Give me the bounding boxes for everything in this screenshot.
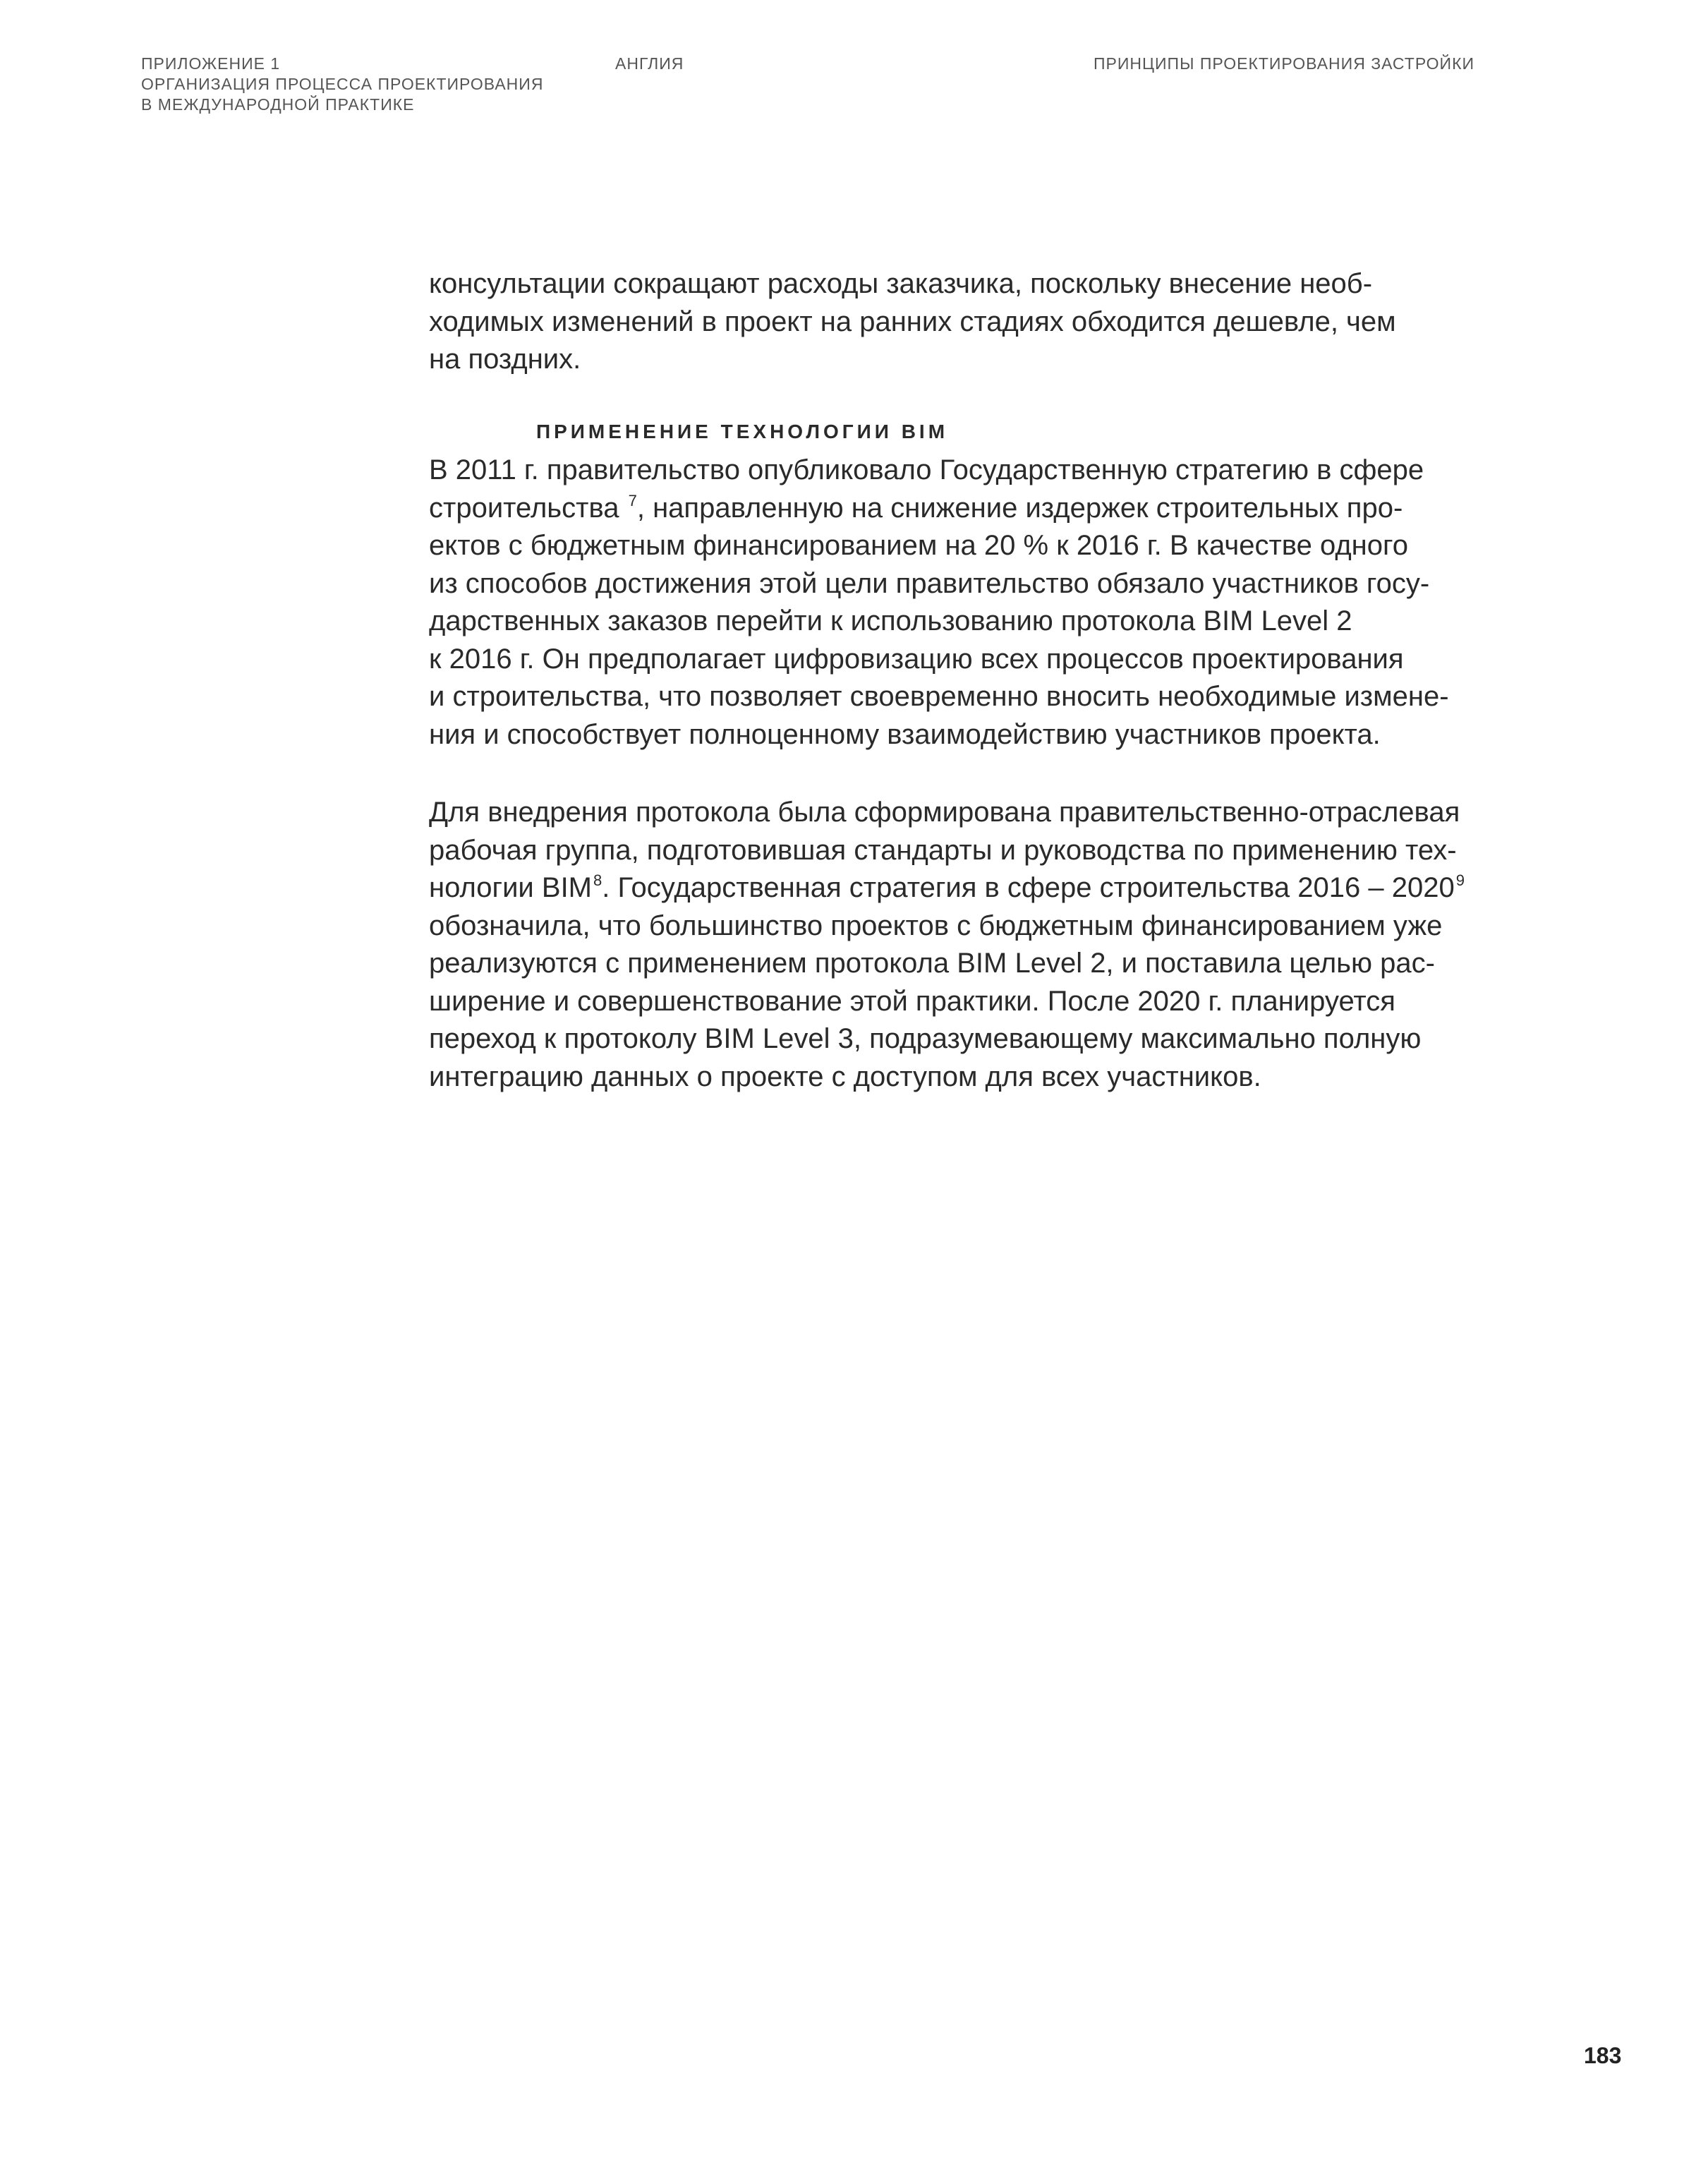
- footnote-ref-9[interactable]: 9: [1455, 871, 1465, 889]
- bim-paragraph-2: [429, 794, 1544, 1096]
- text-line: из способов достижения этой цели правительство обязало участников госу-: [429, 567, 1430, 599]
- text-line: консультации сокращают расходы заказчика, поскольку внесение необ-: [429, 268, 1373, 299]
- text-fragment: строительства: [429, 492, 627, 524]
- running-head-chapter-line: ПРИЛОЖЕНИЕ 1: [141, 54, 281, 73]
- page-number: 183: [1584, 2043, 1622, 2068]
- text-line: на поздних.: [429, 344, 581, 375]
- text-line: реализуются с применением протокола BIM Level 2, и поставила целью рас-: [429, 948, 1435, 979]
- section-heading: ПРИМЕНЕНИЕ ТЕХНОЛОГИИ BIM: [536, 421, 949, 442]
- text-line: ния и способствует полноценному взаимодействию участников проекта.: [429, 718, 1381, 750]
- running-head-chapter-line: ОРГАНИЗАЦИЯ ПРОЦЕССА ПРОЕКТИРОВАНИЯ: [141, 75, 544, 93]
- text-line: ходимых изменений в проект на ранних стадиях обходится дешевле, чем: [429, 306, 1396, 337]
- intro-paragraph: [429, 265, 1544, 379]
- text-line: В 2011 г. правительство опубликовало Государственную стратегию в сфере: [429, 454, 1424, 485]
- text-fragment: . Государственная стратегия в сфере строительства 2016 – 2020: [602, 872, 1455, 903]
- text-line: дарственных заказов перейти к использованию протокола BIM Level 2: [429, 605, 1352, 636]
- running-head-chapter: [141, 54, 579, 115]
- running-head-chapter-line: В МЕЖДУНАРОДНОЙ ПРАКТИКЕ: [141, 95, 415, 114]
- text-line: рабочая группа, подготовившая стандарты и руководства по применению тех-: [429, 834, 1457, 866]
- running-head-country: АНГЛИЯ: [615, 54, 684, 73]
- text-line: к 2016 г. Он предполагает цифровизацию всех процессов проектирования: [429, 643, 1404, 675]
- text-line: обозначила, что большинство проектов с бюджетным финансированием уже: [429, 910, 1443, 941]
- text-fragment: нологии BIM: [429, 872, 592, 903]
- bim-paragraph-1: [429, 452, 1544, 754]
- running-head-section: ПРИНЦИПЫ ПРОЕКТИРОВАНИЯ ЗАСТРОЙКИ: [1094, 54, 1475, 73]
- footnote-ref-8[interactable]: 8: [593, 871, 602, 889]
- text-line: Для внедрения протокола была сформирована правительственно-отраслевая: [429, 797, 1460, 828]
- text-line: переход к протоколу BIM Level 3, подразумевающему максимально полную: [429, 1023, 1422, 1054]
- footnote-ref-7[interactable]: 7: [628, 491, 637, 509]
- text-line: ектов с бюджетным финансированием на 20 % к 2016 г. В качестве одного: [429, 530, 1408, 561]
- text-line: и строительства, что позволяет своевременно вносить необходимые измене-: [429, 681, 1449, 712]
- text-line: интеграцию данных о проекте с доступом для всех участников.: [429, 1061, 1261, 1092]
- text-line: [429, 490, 1544, 528]
- text-fragment: , направленную на снижение издержек строительных про-: [636, 492, 1403, 524]
- text-line: ширение и совершенствование этой практики. После 2020 г. планируется: [429, 985, 1395, 1017]
- text-line: [429, 869, 1544, 907]
